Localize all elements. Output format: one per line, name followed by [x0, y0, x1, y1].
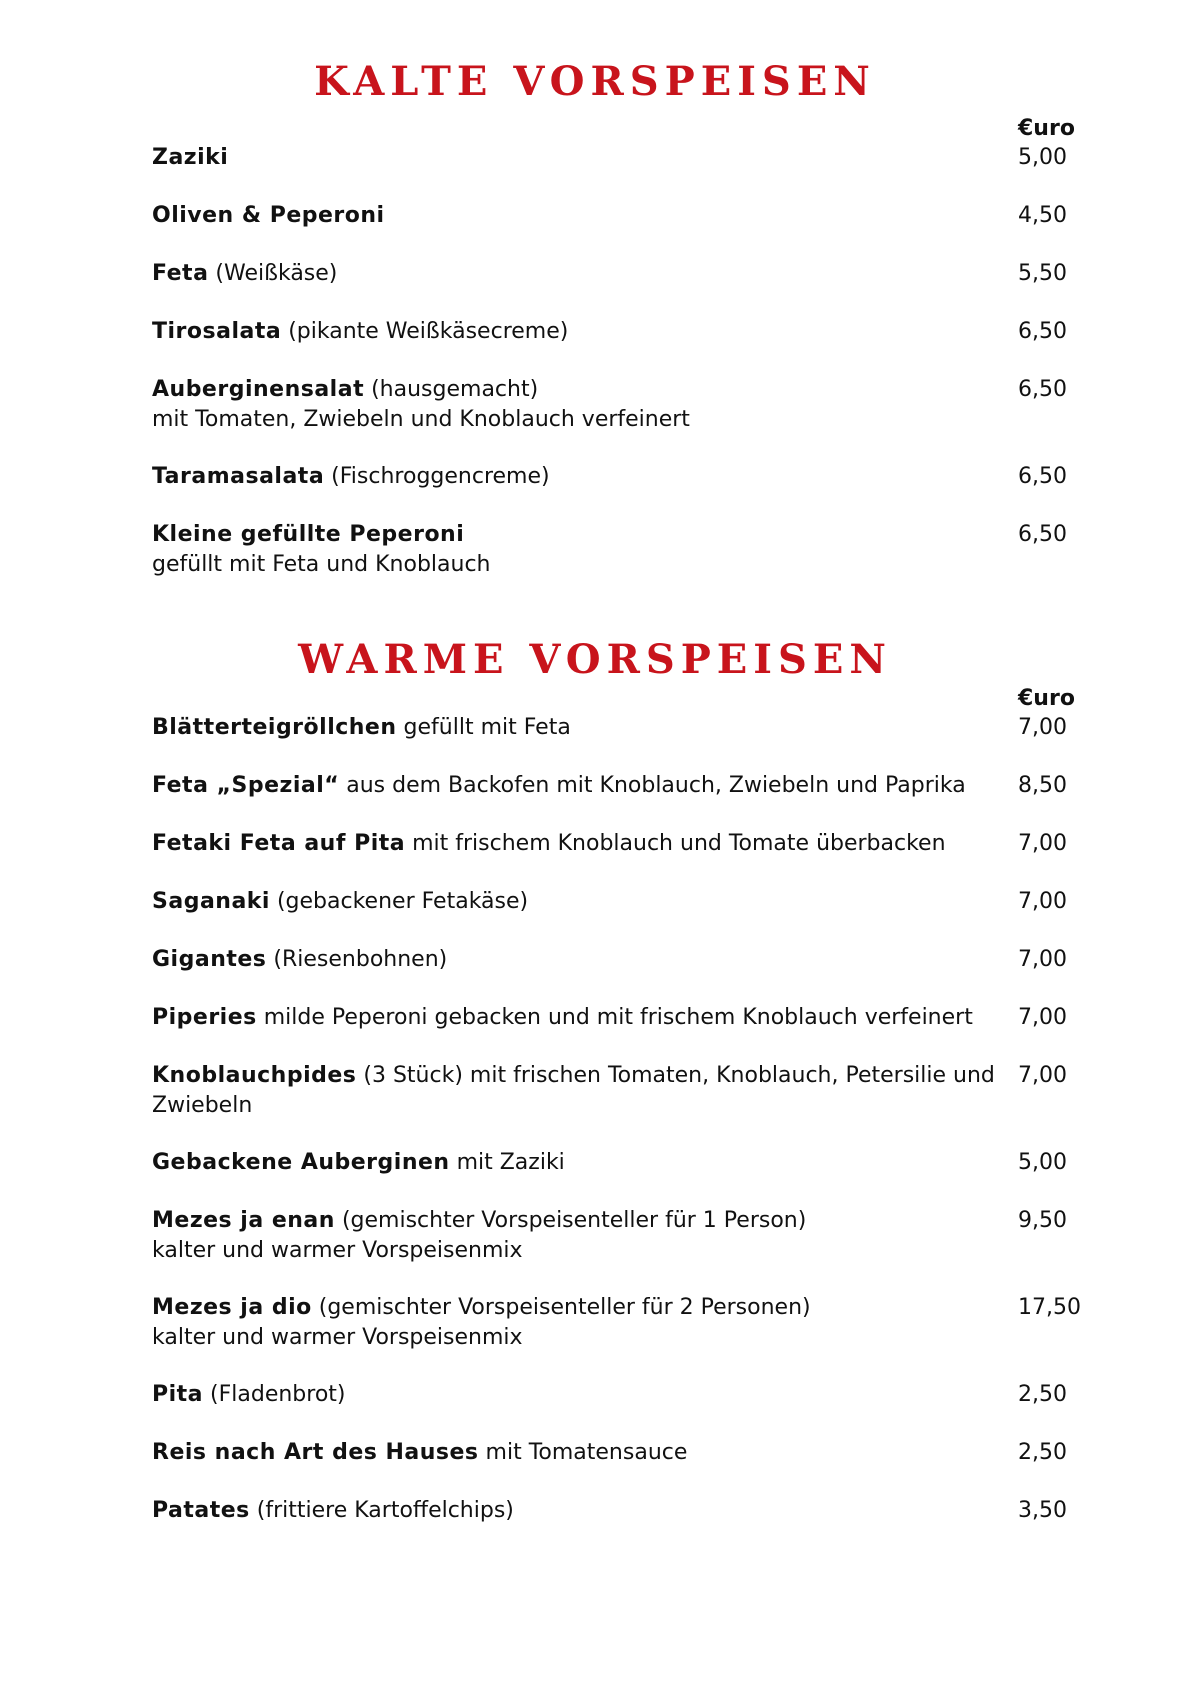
item-description: (Fladenbrot)	[210, 1382, 346, 1407]
menu-item	[152, 1496, 1152, 1526]
item-description: (gemischter Vorspeisenteller für 2 Personen)	[318, 1295, 811, 1320]
menu-item	[152, 143, 1152, 173]
item-description: (3 Stück) mit frischen Tomaten, Knoblauch, Petersilie und	[363, 1063, 995, 1088]
menu-item	[152, 317, 1152, 347]
item-description: gefüllt mit Feta	[403, 715, 571, 740]
item-name: Tirosalata	[152, 319, 282, 344]
item-price: 9,50	[1018, 1208, 1067, 1233]
item-price: 6,50	[1018, 464, 1067, 489]
section-title-warme-vorspeisen: WARME VORSPEISEN	[298, 636, 892, 683]
menu-item	[152, 1003, 1152, 1033]
item-price: 5,00	[1018, 1150, 1067, 1175]
menu-item	[152, 1061, 1152, 1121]
menu-item	[152, 520, 1152, 580]
item-name: Pita	[152, 1382, 204, 1407]
item-price: 3,50	[1018, 1498, 1067, 1523]
item-price: 7,00	[1018, 1063, 1067, 1088]
item-subline: mit Tomaten, Zwiebeln und Knoblauch verfeinert	[152, 407, 690, 432]
item-price: 6,50	[1018, 522, 1067, 547]
item-description: aus dem Backofen mit Knoblauch, Zwiebeln und Paprika	[346, 773, 966, 798]
item-name: Zaziki	[152, 145, 229, 170]
item-name: Fetaki Feta auf Pita	[152, 831, 406, 856]
item-price: 7,00	[1018, 947, 1067, 972]
item-price: 6,50	[1018, 377, 1067, 402]
item-name: Saganaki	[152, 889, 270, 914]
item-name: Feta „Spezial“	[152, 773, 340, 798]
item-description: (gemischter Vorspeisenteller für 1 Person)	[341, 1208, 807, 1233]
item-price: 7,00	[1018, 889, 1067, 914]
menu-item	[152, 1293, 1152, 1353]
item-price: 4,50	[1018, 203, 1067, 228]
item-price: 2,50	[1018, 1440, 1067, 1465]
menu-item	[152, 201, 1152, 231]
menu-item	[152, 375, 1152, 435]
item-name: Auberginensalat	[152, 377, 365, 402]
item-price: 8,50	[1018, 773, 1067, 798]
menu-item	[152, 1380, 1152, 1410]
menu-item	[152, 259, 1152, 289]
menu-item	[152, 945, 1152, 975]
item-name: Blätterteigröllchen	[152, 715, 397, 740]
menu-item	[152, 887, 1152, 917]
item-name: Oliven & Peperoni	[152, 203, 385, 228]
item-name: Taramasalata	[152, 464, 325, 489]
item-name: Piperies	[152, 1005, 257, 1030]
item-name: Gigantes	[152, 947, 267, 972]
currency-header: €uro	[1018, 686, 1075, 711]
item-name: Kleine gefüllte Peperoni	[152, 522, 465, 547]
menu-item	[152, 771, 1152, 801]
item-description: (pikante Weißkäsecreme)	[288, 319, 569, 344]
currency-header: €uro	[1018, 116, 1075, 141]
menu-item	[152, 829, 1152, 859]
item-price: 7,00	[1018, 831, 1067, 856]
menu-item	[152, 713, 1152, 743]
item-description: (gebackener Fetakäse)	[276, 889, 529, 914]
item-subline: Zwiebeln	[152, 1093, 253, 1118]
item-subline: kalter und warmer Vorspeisenmix	[152, 1325, 523, 1350]
item-description: (Riesenbohnen)	[273, 947, 448, 972]
item-price: 5,00	[1018, 145, 1067, 170]
item-name: Feta	[152, 261, 209, 286]
item-description: (hausgemacht)	[371, 377, 539, 402]
menu-item	[152, 1148, 1152, 1178]
item-description: mit frischem Knoblauch und Tomate überbacken	[412, 831, 946, 856]
item-name: Knoblauchpides	[152, 1063, 357, 1088]
item-description: (frittiere Kartoffelchips)	[256, 1498, 514, 1523]
item-description: mit Zaziki	[456, 1150, 565, 1175]
section-title-kalte-vorspeisen: KALTE VORSPEISEN	[314, 58, 876, 105]
item-price: 17,50	[1018, 1295, 1081, 1320]
item-price: 7,00	[1018, 1005, 1067, 1030]
item-subline: gefüllt mit Feta und Knoblauch	[152, 552, 491, 577]
menu-item	[152, 1438, 1152, 1468]
item-name: Gebackene Auberginen	[152, 1150, 450, 1175]
item-name: Mezes ja dio	[152, 1295, 312, 1320]
item-description: (Weißkäse)	[215, 261, 338, 286]
item-name: Patates	[152, 1498, 250, 1523]
item-description: milde Peperoni gebacken und mit frischem Knoblauch verfeinert	[263, 1005, 973, 1030]
item-name: Reis nach Art des Hauses	[152, 1440, 479, 1465]
item-price: 5,50	[1018, 261, 1067, 286]
menu-item	[152, 462, 1152, 492]
item-price: 2,50	[1018, 1382, 1067, 1407]
menu-item	[152, 1206, 1152, 1266]
item-price: 6,50	[1018, 319, 1067, 344]
item-description: (Fischroggencreme)	[331, 464, 550, 489]
item-price: 7,00	[1018, 715, 1067, 740]
item-name: Mezes ja enan	[152, 1208, 335, 1233]
item-description: mit Tomatensauce	[485, 1440, 688, 1465]
item-subline: kalter und warmer Vorspeisenmix	[152, 1238, 523, 1263]
